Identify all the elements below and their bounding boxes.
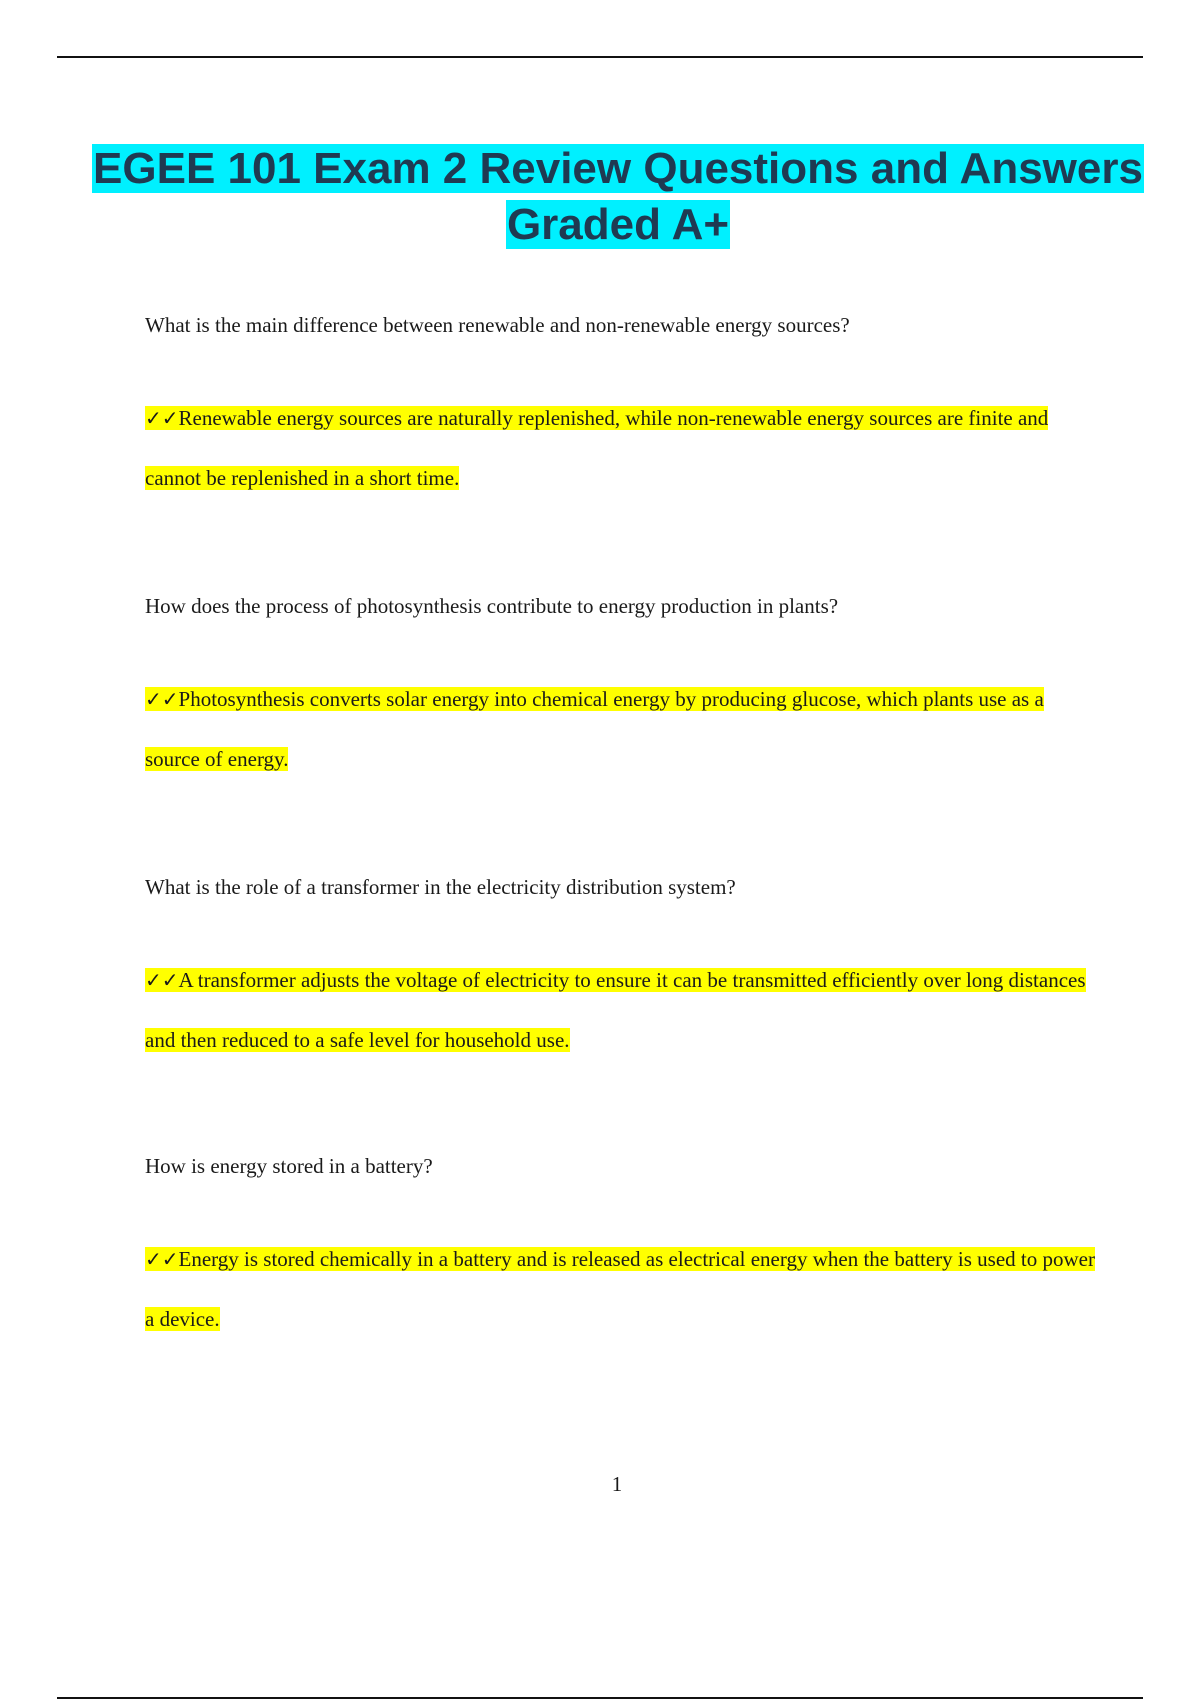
answer-block <box>145 1229 1095 1349</box>
document-title: EGEE 101 Exam 2 Review Questions and Answers Graded A+ <box>93 144 1143 249</box>
answer-text: Renewable energy sources are naturally replenished, while non-renewable energy sources are finite and cannot be replenished in a short time. <box>145 406 1049 490</box>
question-text: What is the role of a transformer in the electricity distribution system? <box>145 875 736 899</box>
qa-item <box>145 1153 1095 1349</box>
check-mark-icon: ✓✓ <box>145 687 179 711</box>
qa-item <box>145 593 1095 789</box>
answer-block <box>145 388 1095 508</box>
check-mark-icon: ✓✓ <box>145 1247 179 1271</box>
answer-block <box>145 950 1095 1070</box>
check-mark-icon: ✓✓ <box>145 968 179 992</box>
question-text: How does the process of photosynthesis contribute to energy production in plants? <box>145 594 839 618</box>
answer-highlight <box>145 1247 1095 1331</box>
question-text: What is the main difference between renewable and non-renewable energy sources? <box>145 313 850 337</box>
answer-block <box>145 669 1095 789</box>
answer-text: A transformer adjusts the voltage of electricity to ensure it can be transmitted efficiently over long distances and then reduced to a safe level for household use. <box>145 968 1086 1052</box>
top-rule <box>57 56 1143 58</box>
check-mark-icon: ✓✓ <box>145 406 179 430</box>
answer-highlight <box>145 687 1044 771</box>
answer-text: Energy is stored chemically in a battery and is released as electrical energy when the battery is used to power a device. <box>145 1247 1095 1331</box>
answer-text: Photosynthesis converts solar energy into chemical energy by producing glucose, which plants use as a source of energy. <box>145 687 1044 771</box>
answer-highlight <box>145 968 1086 1052</box>
qa-item <box>145 874 1095 1070</box>
bottom-rule <box>57 1697 1143 1699</box>
title-block <box>60 141 1176 253</box>
question-text: How is energy stored in a battery? <box>145 1154 433 1178</box>
qa-item <box>145 312 1095 508</box>
page-number: 1 <box>611 1472 623 1496</box>
answer-highlight <box>145 406 1048 490</box>
